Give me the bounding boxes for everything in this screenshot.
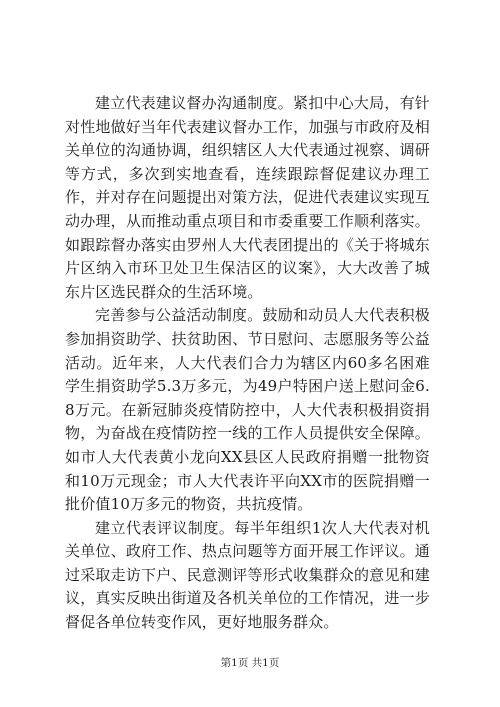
paragraph-representative-evaluation: 建立代表评议制度。每半年组织1次人大代表对机关单位、政府工作、热点问题等方面开展工作评议。通过采取走访下户、民意测评等形式收集群众的意见和建议，真实反映出街道及各机关单位的工作情况，进一步督促各单位转变作风，更好地服务群众。 [65, 518, 430, 632]
document-body [65, 92, 430, 635]
page-footer: 第1页 共1页 [220, 657, 280, 669]
paragraph-public-welfare-participation: 完善参与公益活动制度。鼓励和动员人大代表积极参加捐资助学、扶贫助困、节日慰问、志愿服务等公益活动。近年来，人大代表们合力为辖区内60多名困难学生捐资助学5.3万多元，为49户特困户送上慰问金6.8万元。在新冠肺炎疫情防控中，人大代表积极捐资捐物，为奋战在疫情防控一线的工作人员提供安全保障。如市人大代表黄小龙向XX县区人民政府捐赠一批物资和10万元现金；市人大代表许平向XX市的医院捐赠一批价值10万多元的物资，共抗疫情。 [65, 306, 430, 514]
paragraph-representative-suggestion-supervision: 建立代表建议督办沟通制度。紧扣中心大局，有针对性地做好当年代表建议督办工作，加强与市政府及相关单位的沟通协调，组织辖区人大代表通过视察、调研等方式，多次到实地查看，连续跟踪督促建议办理工作，并对存在问题提出对策方法，促进代表建议实现互动办理，从而推动重点项目和市委重要工作顺利落实。如跟踪督办落实由罗州人大代表团提出的《关于将城东片区纳入市环卫处卫生保洁区的议案》，大大改善了城东片区选民群众的生活环境。 [65, 94, 430, 301]
